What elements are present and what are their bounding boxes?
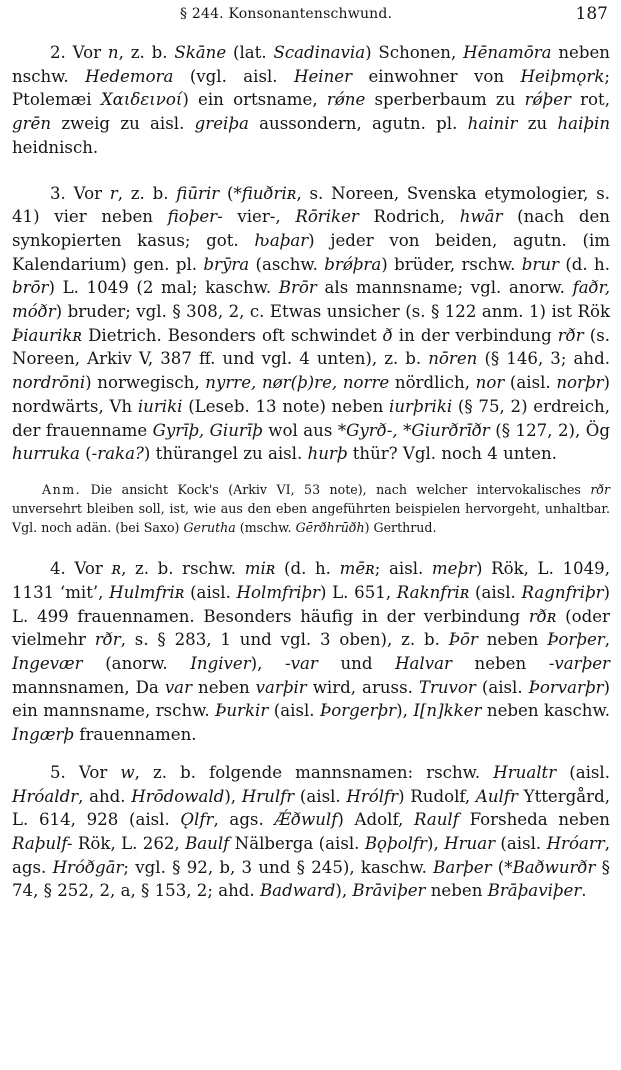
- italic-term: Heiþmǫrk: [520, 66, 605, 86]
- text-run: ) norwegisch,: [85, 373, 206, 393]
- note-label: Anm.: [42, 481, 82, 497]
- text-run: (anorw.: [82, 654, 191, 674]
- text-run: neben: [477, 630, 548, 650]
- text-run: (§ 146, 3; ahd.: [477, 349, 610, 369]
- italic-term: w: [120, 762, 135, 782]
- italic-term: hurþ: [307, 444, 348, 464]
- section-title: § 244. Konsonantenschwund.: [180, 6, 393, 22]
- italic-term: Hróarr: [546, 833, 605, 853]
- italic-term: grēn: [12, 114, 52, 134]
- text-run: aussondern, agutn. pl.: [248, 114, 468, 134]
- italic-term: Þorgerþr: [320, 701, 397, 721]
- italic-term: Holmfriþr: [236, 582, 320, 602]
- italic-term: meþr: [431, 559, 477, 579]
- italic-term: miʀ: [244, 559, 276, 579]
- text-run: wird, aruss.: [306, 677, 419, 697]
- text-run: einwohner von: [352, 66, 521, 86]
- text-run: (d. h.: [558, 254, 611, 274]
- text-run: und: [317, 654, 396, 674]
- text-run: (lat.: [226, 43, 274, 62]
- italic-term: Halvar: [395, 654, 452, 674]
- text-run: (aisl.: [184, 582, 237, 602]
- italic-term: *Baðwurðr: [504, 857, 596, 877]
- book-page: [12, 0, 610, 903]
- italic-term: greiþa: [194, 114, 249, 134]
- text-run: ) ein mannsname, rschw.: [12, 677, 611, 721]
- text-run: (mschw.: [235, 520, 296, 536]
- italic-term: *fiuðriʀ: [233, 183, 297, 203]
- italic-term: Truvor: [418, 677, 476, 697]
- text-run: , z. b. rschw.: [121, 559, 245, 579]
- italic-term: Raknfriʀ: [396, 582, 470, 602]
- text-run: Forsheda neben: [458, 810, 610, 830]
- text-run: § 74, § 252, 2, a, § 153, 2; ahd.: [12, 857, 610, 901]
- italic-term: Hruar: [444, 833, 496, 853]
- text-run: ),: [335, 881, 353, 901]
- text-run: rot,: [570, 90, 610, 110]
- italic-term: Hedemora: [85, 66, 174, 86]
- italic-term: -varþer: [548, 654, 610, 674]
- italic-term: hwār: [459, 207, 503, 227]
- text-run: neben: [192, 677, 256, 697]
- italic-term: Þurkir: [215, 701, 269, 721]
- text-run: als mannsname; vgl. anorw.: [316, 278, 573, 298]
- text-run: neben: [451, 654, 549, 674]
- italic-term: Hēnamōra: [463, 43, 552, 62]
- text-run: , s. Noreen, Svenska etymologier, s. 41) vier neben: [12, 183, 611, 227]
- note-text: [12, 482, 610, 535]
- text-run: (: [219, 183, 234, 203]
- text-run: zweig zu aisl.: [51, 114, 195, 134]
- text-run: ; aisl.: [374, 559, 432, 579]
- text-run: neben kaschw.: [481, 701, 611, 721]
- italic-term: hainir: [467, 114, 518, 134]
- text-run: sperberbaum zu: [365, 90, 525, 110]
- italic-term: Baulf: [185, 833, 230, 853]
- italic-term: brur: [521, 254, 559, 274]
- text-run: , ahd.: [78, 786, 132, 806]
- italic-term: Hróaldr: [12, 786, 79, 806]
- text-run: 3. Vor: [50, 183, 110, 203]
- text-run: ; Ptolemæi: [12, 66, 610, 110]
- italic-term: brȳra: [203, 254, 250, 274]
- text-run: heidnisch.: [12, 137, 99, 157]
- text-run: wol aus: [262, 420, 338, 440]
- italic-term: Brōr: [278, 278, 317, 298]
- text-run: ) Rudolf,: [398, 786, 476, 806]
- text-run: (: [491, 857, 505, 877]
- text-run: 2. Vor: [50, 43, 108, 62]
- paragraph-3-vor-r: [12, 182, 610, 466]
- italic-term: rðr: [590, 481, 610, 497]
- text-run: ) thürangel zu aisl.: [143, 444, 308, 464]
- text-run: ),: [427, 833, 445, 853]
- paragraph-2-vor-n: [12, 41, 610, 160]
- italic-term: iuriki: [137, 396, 183, 416]
- text-run: .: [581, 881, 587, 901]
- text-run: (oder vielmehr: [12, 606, 610, 650]
- text-run: (§ 127, 2), Ög: [489, 420, 610, 440]
- italic-term: nor: [475, 373, 505, 393]
- text-run: (aisl.: [556, 762, 611, 782]
- italic-term: Gerutha: [183, 520, 236, 536]
- text-run: (Leseb. 13 note) neben: [182, 396, 390, 416]
- text-run: ) Rök, L. 1049, 1131 ‘mit’,: [12, 559, 610, 602]
- italic-term: nordrōni: [12, 373, 86, 393]
- italic-term: Skāne: [174, 43, 227, 62]
- text-run: ) Schonen,: [365, 43, 464, 62]
- text-run: 5. Vor: [50, 762, 121, 782]
- italic-term: nōren: [428, 349, 478, 369]
- italic-term: Bǫþolfr: [364, 833, 427, 853]
- text-run: , z. b.: [117, 183, 177, 203]
- text-run: ) Adolf,: [337, 810, 414, 830]
- text-run: , ags.: [213, 810, 275, 830]
- text-run: (aschw.: [249, 254, 325, 274]
- italic-term: Rōriker: [295, 207, 359, 227]
- text-run: mannsnamen, Da: [12, 677, 165, 697]
- italic-term: Gērðhrūðh: [295, 520, 365, 536]
- italic-term: nyrre, nør(þ)re, norre: [205, 373, 390, 393]
- italic-term: fiūrir: [176, 183, 220, 203]
- italic-term: n: [107, 43, 119, 62]
- italic-term: Hulmfriʀ: [109, 582, 185, 602]
- italic-term: Brāviþer: [352, 881, 426, 901]
- italic-term: Hrualtr: [493, 762, 557, 782]
- italic-term: Þorþer: [547, 630, 605, 650]
- text-run: ) L. 499 frauennamen. Besonders häufig in der verbindung: [12, 582, 610, 626]
- italic-term: Ǫlfr: [180, 810, 214, 830]
- italic-term: Hróðgār: [52, 857, 124, 877]
- italic-term: Badward: [259, 881, 336, 901]
- italic-term: rǿne: [326, 90, 366, 110]
- text-run: (vgl. aisl.: [173, 66, 294, 86]
- italic-term: Þorvarþr: [528, 677, 604, 697]
- italic-term: ð: [382, 325, 393, 345]
- text-run: (aisl.: [475, 677, 529, 697]
- italic-term: Þōr: [448, 630, 478, 650]
- italic-term: Hrulfr: [241, 786, 295, 806]
- text-run: ) bruder; vgl. § 308, 2, c. Etwas unsicher (s. § 122 anm. 1) ist Rök: [55, 302, 610, 322]
- italic-term: Ingærþ: [12, 725, 75, 745]
- text-run: Rodrich,: [358, 207, 460, 227]
- text-run: (aisl.: [504, 373, 557, 393]
- italic-term: Brāþaviþer: [487, 881, 582, 901]
- text-run: (aisl.: [268, 701, 321, 721]
- text-run: thür? Vgl. noch 4 unten.: [347, 444, 557, 464]
- text-run: (: [79, 444, 92, 464]
- italic-term: faðr, móðr: [12, 278, 610, 322]
- text-run: (aisl.: [469, 582, 522, 602]
- italic-term: brǿþra: [324, 254, 382, 274]
- italic-term: varþir: [255, 677, 307, 697]
- italic-term: Raþulf-: [12, 833, 73, 853]
- text-run: unversehrt bleiben soll, ist, wie aus den eben angeführten beispielen hervorgeht, unhaltbar. Vgl. noch adän. (bei Saxo): [12, 501, 610, 536]
- text-run: ) ein ortsname,: [182, 90, 327, 110]
- italic-term: Hrōdowald: [131, 786, 225, 806]
- italic-term: rðr: [557, 325, 584, 345]
- italic-term: I[n]kker: [413, 701, 482, 721]
- italic-term: rðr: [94, 630, 121, 650]
- italic-term: Heiner: [294, 66, 353, 86]
- italic-term: rǿþer: [524, 90, 571, 110]
- italic-term: Ǽðwulf: [274, 810, 338, 830]
- annotation-note: [12, 480, 610, 537]
- italic-term: Raulf: [413, 810, 459, 830]
- text-run: Rök, L. 262,: [72, 833, 186, 853]
- text-run: (aisl.: [294, 786, 347, 806]
- italic-term: Aulfr: [475, 786, 518, 806]
- text-run: , s. § 283, 1 und vgl. 3 oben), z. b.: [120, 630, 449, 650]
- text-run: (aisl.: [495, 833, 547, 853]
- text-run: (d. h.: [275, 559, 340, 579]
- italic-term: Ingiver: [190, 654, 251, 674]
- text-run: Dietrich. Besonders oft schwindet: [82, 325, 383, 345]
- page-number: 187: [575, 4, 608, 24]
- italic-term: mēʀ: [339, 559, 375, 579]
- italic-term: ʀ: [111, 559, 122, 579]
- italic-term: ƕaþar: [254, 230, 309, 250]
- italic-term: Gyrīþ, Giurīþ: [152, 420, 263, 440]
- text-run: (nach den synkopierten kasus; got.: [12, 207, 610, 250]
- italic-term: norþr: [556, 373, 604, 393]
- text-run: Yttergård, L. 614, 928 (aisl.: [12, 786, 610, 830]
- text-run: ,: [604, 630, 610, 650]
- text-run: , z. b.: [118, 43, 175, 62]
- paragraph-4-vor-r-rune: [12, 557, 610, 747]
- text-run: in der verbindung: [392, 325, 558, 345]
- text-run: 4. Vor: [50, 559, 112, 579]
- italic-term: Ragnfriþr: [521, 582, 604, 602]
- text-run: (s. Noreen, Arkiv V, 387 ff. und vgl. 4 unten), z. b.: [12, 325, 610, 369]
- text-run: , z. b. folgende mannsnamen: rschw.: [134, 762, 494, 782]
- text-run: ),: [250, 654, 286, 674]
- text-run: ; vgl. § 92, b, 3 und § 245), kaschw.: [123, 857, 434, 877]
- text-run: Die ansicht Kock's (Arkiv VI, 53 note), nach welcher intervokalisches: [81, 481, 591, 497]
- italic-term: Scadinavia: [273, 43, 366, 62]
- text-run: neben: [425, 881, 488, 901]
- italic-term: Χαιδεινοί: [100, 90, 183, 110]
- text-run: Nälberga (aisl.: [229, 833, 365, 853]
- text-run: ) L. 651,: [320, 582, 397, 602]
- italic-term: iurþriki: [389, 396, 453, 416]
- text-run: ) Gerthrud.: [364, 520, 437, 536]
- italic-term: hurruka: [12, 444, 80, 464]
- text-run: vier-,: [222, 207, 296, 227]
- text-run: ) nordwärts, Vh: [12, 373, 611, 416]
- text-run: ) brüder, rschw.: [381, 254, 522, 274]
- text-run: nördlich,: [389, 373, 476, 393]
- running-header: [12, 0, 610, 30]
- italic-term: var: [164, 677, 193, 697]
- italic-term: Þiaurikʀ: [12, 325, 83, 345]
- italic-term: Hrólfr: [346, 786, 399, 806]
- italic-term: Barþer: [433, 857, 492, 877]
- text-run: (§ 75, 2) erdreich, der frauenname: [12, 396, 610, 440]
- paragraph-5-vor-w: [12, 761, 610, 903]
- text-run: ) L. 1049 (2 mal; kaschw.: [48, 278, 279, 298]
- italic-term: r: [109, 183, 118, 203]
- italic-term: -var: [285, 654, 318, 674]
- italic-term: *Gyrð-, *Giurðrīðr: [337, 420, 490, 440]
- italic-term: rðʀ: [528, 606, 557, 626]
- italic-term: fioþer-: [167, 207, 223, 227]
- text-run: frauennamen.: [74, 725, 197, 745]
- italic-term: Ingevær: [12, 654, 83, 674]
- italic-term: haiþin: [557, 114, 611, 134]
- text-run: ) jeder von beiden, agutn. (im Kalendarium) gen. pl.: [12, 230, 610, 274]
- text-run: zu: [517, 114, 558, 134]
- italic-term: -raka?: [91, 444, 144, 464]
- italic-term: brōr: [12, 278, 49, 298]
- text-run: neben nschw.: [12, 43, 610, 86]
- text-run: ),: [396, 701, 414, 721]
- text-run: ),: [224, 786, 242, 806]
- text-run: , ags.: [12, 833, 610, 877]
